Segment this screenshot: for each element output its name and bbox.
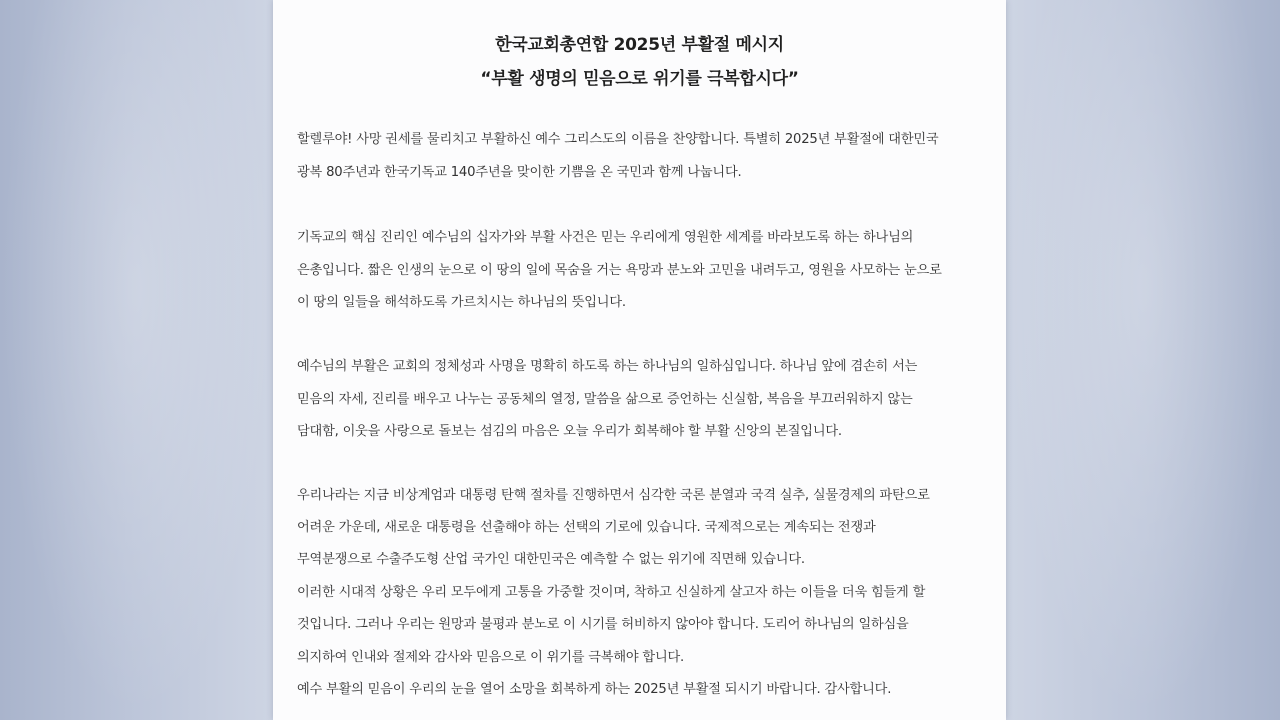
body-line: 은총입니다. 짧은 인생의 눈으로 이 땅의 일에 목숨을 거는 욕망과 분노와 고민을 내려두고, 영원을 사모하는 눈으로 — [297, 263, 942, 278]
document-subtitle: “부활 생명의 믿음으로 위기를 극복합시다” — [480, 69, 799, 89]
body-line: 우리나라는 지금 비상계엄과 대통령 탄핵 절차를 진행하면서 심각한 국론 분열과 국격 실추, 실물경제의 파탄으로 — [297, 488, 930, 503]
body-line: 예수 부활의 믿음이 우리의 눈을 열어 소망을 회복하게 하는 2025년 부활절 되시기 바랍니다. 감사합니다. — [297, 682, 892, 697]
body-line: 광복 80주년과 한국기독교 140주년을 맞이한 기쁨을 온 국민과 함께 나눕니다. — [297, 165, 742, 180]
document-page — [273, 0, 1006, 720]
background-left — [0, 0, 273, 720]
body-line: 기독교의 핵심 진리인 예수님의 십자가와 부활 사건은 믿는 우리에게 영원한 세계를 바라보도록 하는 하나님의 — [297, 230, 914, 245]
body-line: 예수님의 부활은 교회의 정체성과 사명을 명확히 하도록 하는 하나님의 일하심입니다. 하나님 앞에 겸손히 서는 — [297, 359, 918, 374]
body-line: 믿음의 자세, 진리를 배우고 나누는 공동체의 열정, 말씀을 삶으로 증언하는 신실함, 복음을 부끄러워하지 않는 — [297, 392, 913, 407]
body-line: 할렐루야! 사망 권세를 물리치고 부활하신 예수 그리스도의 이름을 찬양합니다. 특별히 2025년 부활절에 대한민국 — [297, 132, 939, 147]
body-line: 무역분쟁으로 수출주도형 산업 국가인 대한민국은 예측할 수 없는 위기에 직면해 있습니다. — [297, 552, 805, 567]
body-line: 담대함, 이웃을 사랑으로 돌보는 섬김의 마음은 오늘 우리가 회복해야 할 부활 신앙의 본질입니다. — [297, 424, 842, 439]
body-line: 의지하여 인내와 절제와 감사와 믿음으로 이 위기를 극복해야 합니다. — [297, 650, 685, 665]
body-line: 어려운 가운데, 새로운 대통령을 선출해야 하는 선택의 기로에 있습니다. 국제적으로는 계속되는 전쟁과 — [297, 520, 876, 535]
body-line: 것입니다. 그러나 우리는 원망과 불평과 분노로 이 시기를 허비하지 않아야 합니다. 도리어 하나님의 일하심을 — [297, 617, 909, 632]
background-right — [1006, 0, 1280, 720]
body-line: 이 땅의 일들을 해석하도록 가르치시는 하나님의 뜻입니다. — [297, 295, 626, 310]
body-line: 이러한 시대적 상황은 우리 모두에게 고통을 가중할 것이며, 착하고 신실하게 살고자 하는 이들을 더욱 힘들게 할 — [297, 585, 926, 600]
document-title: 한국교회총연합 2025년 부활절 메시지 — [495, 35, 784, 55]
